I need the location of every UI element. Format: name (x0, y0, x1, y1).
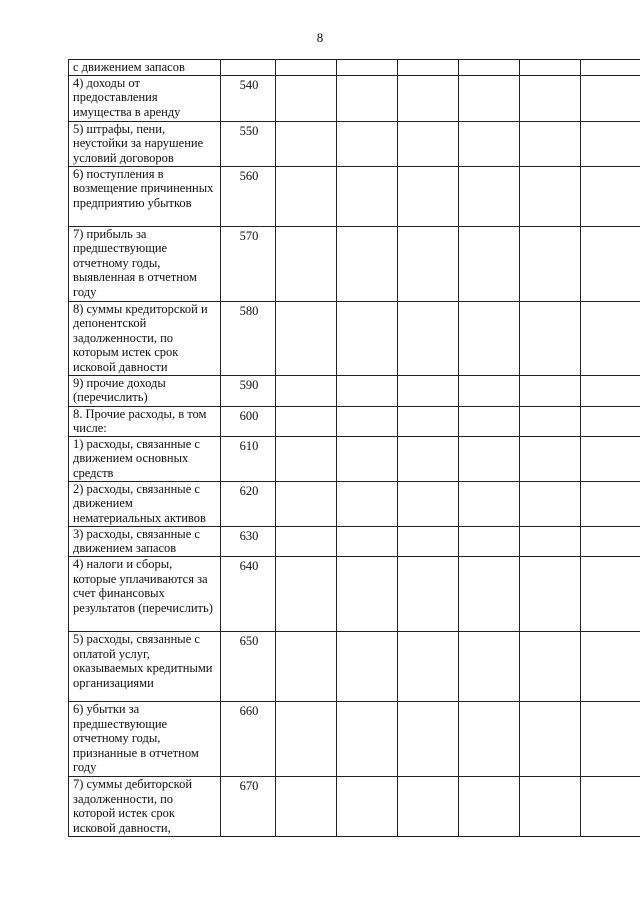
value-cell (337, 631, 398, 701)
row-code-cell: 540 (221, 75, 276, 121)
row-label-cell: 6) поступления в возмещение причиненных предприятию убытков (69, 166, 221, 226)
value-cell (337, 776, 398, 836)
row-label-cell: 5) штрафы, пени, неустойки за нарушение условий договоров (69, 121, 221, 166)
value-cell (459, 375, 520, 406)
value-cell (398, 301, 459, 375)
value-cell (398, 526, 459, 556)
value-cell (276, 406, 337, 436)
value-cell (520, 301, 581, 375)
value-cell (520, 556, 581, 631)
row-label-cell: 2) расходы, связанные с движением нематериальных активов (69, 481, 221, 526)
table-row (69, 701, 640, 776)
value-cell (459, 226, 520, 301)
value-cell (581, 436, 640, 481)
row-code-cell: 590 (221, 375, 276, 406)
value-cell (337, 301, 398, 375)
value-cell (459, 301, 520, 375)
value-cell (337, 436, 398, 481)
row-code-cell: 560 (221, 166, 276, 226)
value-cell (337, 121, 398, 166)
value-cell (398, 436, 459, 481)
value-cell (398, 375, 459, 406)
value-cell (276, 375, 337, 406)
value-cell (276, 121, 337, 166)
value-cell (276, 226, 337, 301)
row-label-cell: 3) расходы, связанные с движением запасов (69, 526, 221, 556)
table-row (69, 526, 640, 556)
value-cell (276, 60, 337, 76)
value-cell (459, 481, 520, 526)
table-row (69, 226, 640, 301)
value-cell (520, 75, 581, 121)
value-cell (520, 406, 581, 436)
value-cell (459, 436, 520, 481)
page-number: 8 (316, 30, 324, 45)
value-cell (276, 776, 337, 836)
value-cell (581, 75, 640, 121)
row-code-cell: 640 (221, 556, 276, 631)
value-cell (459, 75, 520, 121)
row-label-cell: 5) расходы, связанные с оплатой услуг, оказываемых кредитными организациями (69, 631, 221, 701)
value-cell (520, 436, 581, 481)
value-cell (459, 776, 520, 836)
value-cell (459, 60, 520, 76)
row-label-cell: 4) доходы от предоставления имущества в аренду (69, 75, 221, 121)
row-code-cell: 660 (221, 701, 276, 776)
value-cell (520, 526, 581, 556)
value-cell (276, 75, 337, 121)
table-row (69, 375, 640, 406)
table-body (69, 60, 640, 837)
value-cell (337, 701, 398, 776)
value-cell (581, 776, 640, 836)
value-cell (337, 481, 398, 526)
value-cell (337, 75, 398, 121)
value-cell (520, 701, 581, 776)
value-cell (581, 556, 640, 631)
value-cell (337, 166, 398, 226)
value-cell (581, 631, 640, 701)
value-cell (581, 121, 640, 166)
table-row (69, 776, 640, 836)
financial-results-table (68, 59, 640, 837)
table-row (69, 166, 640, 226)
value-cell (398, 166, 459, 226)
row-code-cell: 550 (221, 121, 276, 166)
row-code-cell: 620 (221, 481, 276, 526)
row-label-cell: 7) прибыль за предшествующие отчетному годы, выявленная в отчетном году (69, 226, 221, 301)
row-code-cell: 600 (221, 406, 276, 436)
table-row (69, 436, 640, 481)
value-cell (459, 631, 520, 701)
value-cell (581, 166, 640, 226)
value-cell (459, 121, 520, 166)
value-cell (398, 776, 459, 836)
row-code-cell: 670 (221, 776, 276, 836)
row-code-cell: 650 (221, 631, 276, 701)
value-cell (398, 556, 459, 631)
row-label-cell: с движением запасов (69, 60, 221, 76)
row-label-cell: 9) прочие доходы (перечислить) (69, 375, 221, 406)
value-cell (520, 776, 581, 836)
row-code-cell: 570 (221, 226, 276, 301)
value-cell (398, 75, 459, 121)
table-row (69, 75, 640, 121)
row-label-cell: 1) расходы, связанные с движением основных средств (69, 436, 221, 481)
value-cell (581, 60, 640, 76)
value-cell (581, 226, 640, 301)
table-row (69, 60, 640, 76)
table-row (69, 481, 640, 526)
table-row (69, 301, 640, 375)
row-label-cell: 8. Прочие расходы, в том числе: (69, 406, 221, 436)
value-cell (337, 375, 398, 406)
row-code-cell: 580 (221, 301, 276, 375)
row-code-cell: 610 (221, 436, 276, 481)
value-cell (520, 481, 581, 526)
value-cell (581, 406, 640, 436)
value-cell (398, 481, 459, 526)
row-code-cell (221, 60, 276, 76)
value-cell (276, 166, 337, 226)
table-row (69, 631, 640, 701)
value-cell (337, 526, 398, 556)
value-cell (398, 60, 459, 76)
value-cell (459, 166, 520, 226)
table-row (69, 121, 640, 166)
value-cell (337, 406, 398, 436)
value-cell (459, 406, 520, 436)
value-cell (581, 481, 640, 526)
value-cell (581, 301, 640, 375)
value-cell (276, 556, 337, 631)
value-cell (520, 166, 581, 226)
row-label-cell: 4) налоги и сборы, которые уплачиваются за счет финансовых результатов (перечислить) (69, 556, 221, 631)
table-row (69, 556, 640, 631)
value-cell (337, 556, 398, 631)
value-cell (520, 631, 581, 701)
value-cell (276, 526, 337, 556)
row-code-cell: 630 (221, 526, 276, 556)
value-cell (581, 526, 640, 556)
table-row (69, 406, 640, 436)
value-cell (581, 375, 640, 406)
value-cell (581, 701, 640, 776)
value-cell (398, 631, 459, 701)
value-cell (459, 701, 520, 776)
value-cell (520, 375, 581, 406)
value-cell (459, 556, 520, 631)
value-cell (337, 226, 398, 301)
value-cell (276, 631, 337, 701)
value-cell (398, 701, 459, 776)
value-cell (520, 121, 581, 166)
value-cell (398, 226, 459, 301)
row-label-cell: 8) суммы кредиторской и депонентской задолженности, по которым истек срок исковой давности (69, 301, 221, 375)
value-cell (276, 301, 337, 375)
value-cell (276, 436, 337, 481)
value-cell (520, 226, 581, 301)
row-label-cell: 7) суммы дебиторской задолженности, по которой истек срок исковой давности, (69, 776, 221, 836)
value-cell (520, 60, 581, 76)
value-cell (276, 481, 337, 526)
value-cell (398, 406, 459, 436)
row-label-cell: 6) убытки за предшествующие отчетному годы, признанные в отчетном году (69, 701, 221, 776)
value-cell (459, 526, 520, 556)
value-cell (398, 121, 459, 166)
value-cell (337, 60, 398, 76)
value-cell (276, 701, 337, 776)
